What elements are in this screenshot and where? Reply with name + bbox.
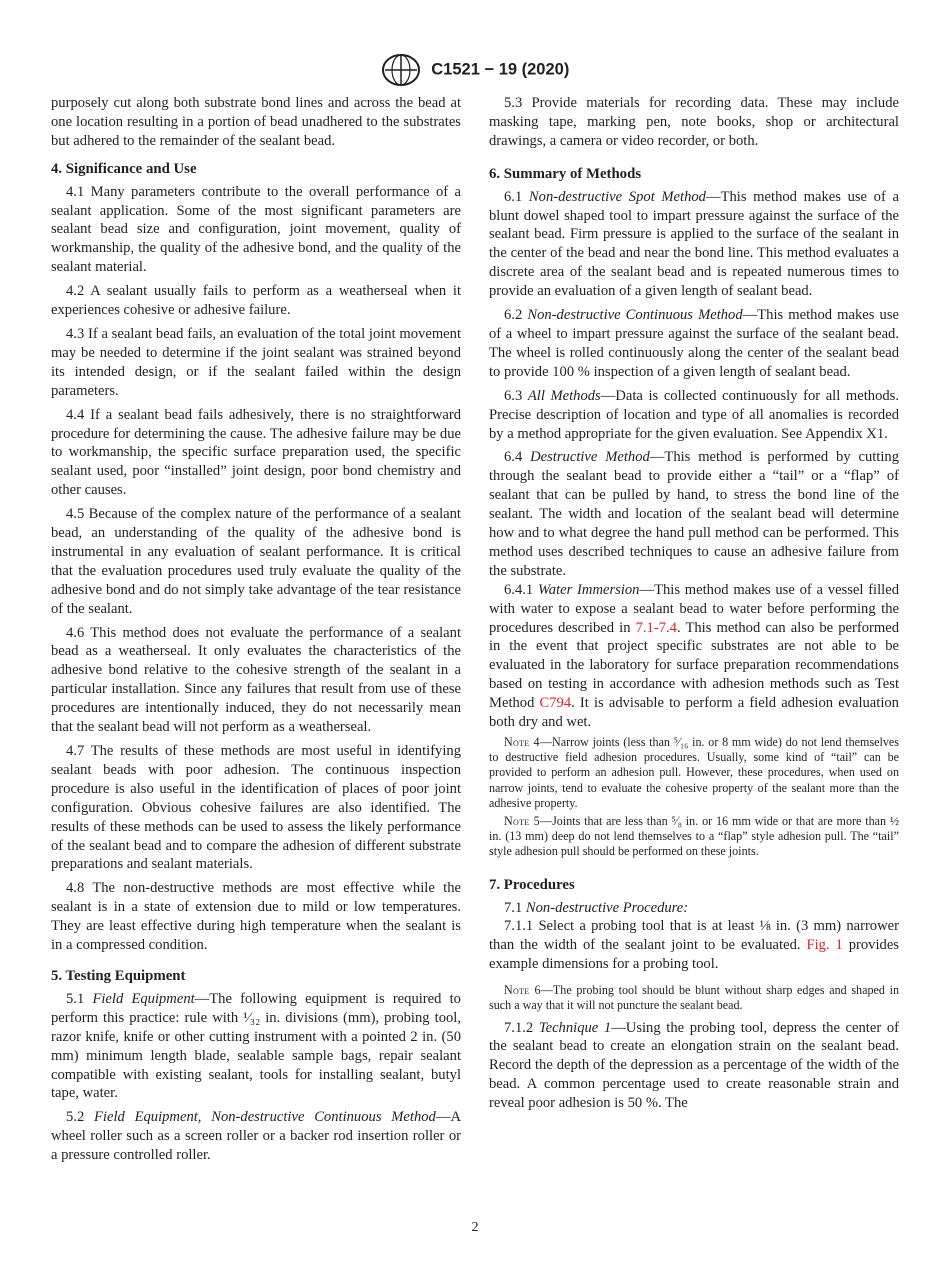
fig-1-link[interactable]: Fig. 1 <box>806 937 843 954</box>
astm-logo-icon <box>381 54 421 86</box>
para-7-1: 7.1 Non-destructive Procedure: <box>504 899 689 916</box>
document-designation: C1521 − 19 (2020) <box>431 60 570 79</box>
para-6-2: 6.2 Non-destructive Continuous Method—This method makes use of a wheel to impart pressure against the surface of the sealant bead. The wheel is rolled continuously along the center of the sealant bead to provide 100 % inspection of a given length of sealant bead. <box>489 307 899 380</box>
page-number: 2 <box>471 1220 479 1235</box>
para-4-3: 4.3 If a sealant bead fails, an evaluation of the total joint movement may be needed to determine if the joint sealant was strained beyond its intended design, or if the sealant failed within the design parameters. <box>51 325 461 399</box>
para-5-3: 5.3 Provide materials for recording data. These may include masking tape, marking pen, note books, shop or architectural drawings, a camera or video recorder, or both. <box>489 95 899 149</box>
para-5-2: 5.2 Field Equipment, Non-destructive Continuous Method—A wheel roller such as a screen roller or a backer rod insertion roller or a pressure controlled roller. <box>51 1109 461 1164</box>
right-column <box>489 94 899 1113</box>
para-4-4: 4.4 If a sealant bead fails adhesively, there is no straightforward procedure for determining the cause. The adhesive failure may be due to workmanship, the specific surface preparation used, the specific sealant used, poor “installed” joint design, poor bond chemistry and other causes. <box>51 406 461 499</box>
section-7-1-link[interactable]: 7.1-7.4 <box>635 619 677 636</box>
continued-paragraph: purposely cut along both substrate bond lines and across the bead at one location resulting in a portion of bead unadhered to the substrates but adhered to the remainder of the sealant bead. <box>51 95 461 149</box>
para-4-5: 4.5 Because of the complex nature of the performance of a sealant bead, an understanding of the quality of the adhesive bond is instrumental in any evaluation of sealant performance. It is critical that the evaluation procedures used truly evaluate the quality of the adhesive bond and do not simply take advantage of the tear resistance of the sealant. <box>51 506 461 617</box>
para-4-6: 4.6 This method does not evaluate the performance of a sealant bead as a weatherseal. It only evaluates the characteristics of the adhesive bond relative to the cohesive strength of the sealant in a particular installation. Since any failures that result from use of these procedures are intentionally induced, they do not necessarily mean that the sealant bead will not perform as a weatherseal. <box>51 624 461 736</box>
section-6-heading: 6. Summary of Methods <box>489 165 642 182</box>
section-7-heading: 7. Procedures <box>489 876 575 893</box>
left-column <box>51 94 461 1165</box>
para-6-3: 6.3 All Methods—Data is collected continuously for all methods. Precise description of location and type of all anomalies is recorded by a method appropriate for the given evaluation. See Appendix X1. <box>489 387 899 442</box>
para-6-4-1: 6.4.1 Water Immersion—This method makes use of a vessel filled with water to expose a sealant bead to water before performing the procedures described in 7.1-7.4. This method can also be performed in the event that project specific substrates are not able to be evaluated in the laboratory for surface preparation recommendations based on testing in accordance with adhesion methods such as Test Method C794. It is advisable to perform a field adhesion evaluation both dry and wet. <box>489 581 900 731</box>
note-4: Note 4—Narrow joints (less than ⁵⁄₁₆ in. or 8 mm wide) do not lend themselves to destructive field adhesion procedures. Usually, some kind of “tail” can be provided to perform an adhesion pull. However, these procedures, when used on narrow joints, tend to evaluate the cohesive property of the sealant more than the adhesive property. <box>489 735 899 810</box>
para-4-1: 4.1 Many parameters contribute to the overall performance of a sealant application. Some of the most significant parameters are sealant bead size and configuration, joint movement, quality of workmanship, the quality of the adhesive bond, and the quality of the sealant material. <box>51 183 461 276</box>
section-5-heading: 5. Testing Equipment <box>51 967 186 984</box>
c794-link[interactable]: C794 <box>539 695 572 712</box>
para-7-1-2: 7.1.2 Technique 1—Using the probing tool, depress the center of the sealant bead to create an elongation strain on the sealant bead. Record the depth of the depression as a percentage of the width of the bead. A common percentage used to create reasonable strain and reveal poor adhesion is 50 %. The <box>489 1019 899 1112</box>
para-6-4: 6.4 Destructive Method—This method is performed by cutting through the sealant bead to provide either a “tail” or a “flap” of sealant that can be pulled by hand, to stress the bond line of the sealant. The width and location of the sealant bead will determine how and to what degree the hand pull method can be performed. This method uses described techniques to cause an adhesive failure from the substrate. <box>489 449 899 579</box>
para-4-8: 4.8 The non-destructive methods are most effective while the sealant is in a state of extension due to mild or low temperatures. They are least effective during high temperature when the sealant is in a compressed condition. <box>51 880 461 954</box>
para-7-1-1: 7.1.1 Select a probing tool that is at least ⅛ in. (3 mm) narrower than the width of the sealant joint to be evaluated. Fig. 1 provides example dimensions for a probing tool. <box>489 918 899 973</box>
para-4-7: 4.7 The results of these methods are most useful in identifying sealant beads with poor adhesion. The continuous inspection procedure is also useful in the identification of places of poor joint configuration. Obvious cohesive failures are also identified. The results of these methods can be used to assess the likely performance of the sealant bead and to compare the adhesion of different substrate preparations and sealant materials. <box>51 743 461 873</box>
para-5-1: 5.1 Field Equipment—The following equipment is required to perform this practice: rule with ¹⁄₃₂ in. divisions (mm), probing tool, razor knife, knife or other cutting instrument with a pointed 2 in. (50 mm) minimum length blade, sealable sample bags, repair sealant compatible with existing sealant, tools for installing sealant, butyl tape, water. <box>51 990 461 1102</box>
para-4-2: 4.2 A sealant usually fails to perform as a weatherseal when it experiences cohesive or adhesive failure. <box>51 283 461 319</box>
page-header <box>0 52 950 86</box>
note-5: Note 5—Joints that are less than ⁵⁄₈ in. or 16 mm wide or that are more than ½ in. (13 mm) deep do not lend themselves to a “flap” style adhesion pull. The “tail” style adhesion pull should be performed on these joints. <box>489 814 900 859</box>
note-6: Note 6—The probing tool should be blunt without sharp edges and shaped in such a way that it will not puncture the sealant bead. <box>489 983 899 1013</box>
section-4-heading: 4. Significance and Use <box>51 160 197 177</box>
para-6-1: 6.1 Non-destructive Spot Method—This method makes use of a blunt dowel shaped tool to impart pressure against the surface of the sealant bead. Firm pressure is applied to the surface of the sealant in the center of the bead and near the bond line. This method evaluates a discrete area of the sealant bead and is repeated numerous times to provide an evaluation of a given length of sealant bead. <box>489 188 899 300</box>
